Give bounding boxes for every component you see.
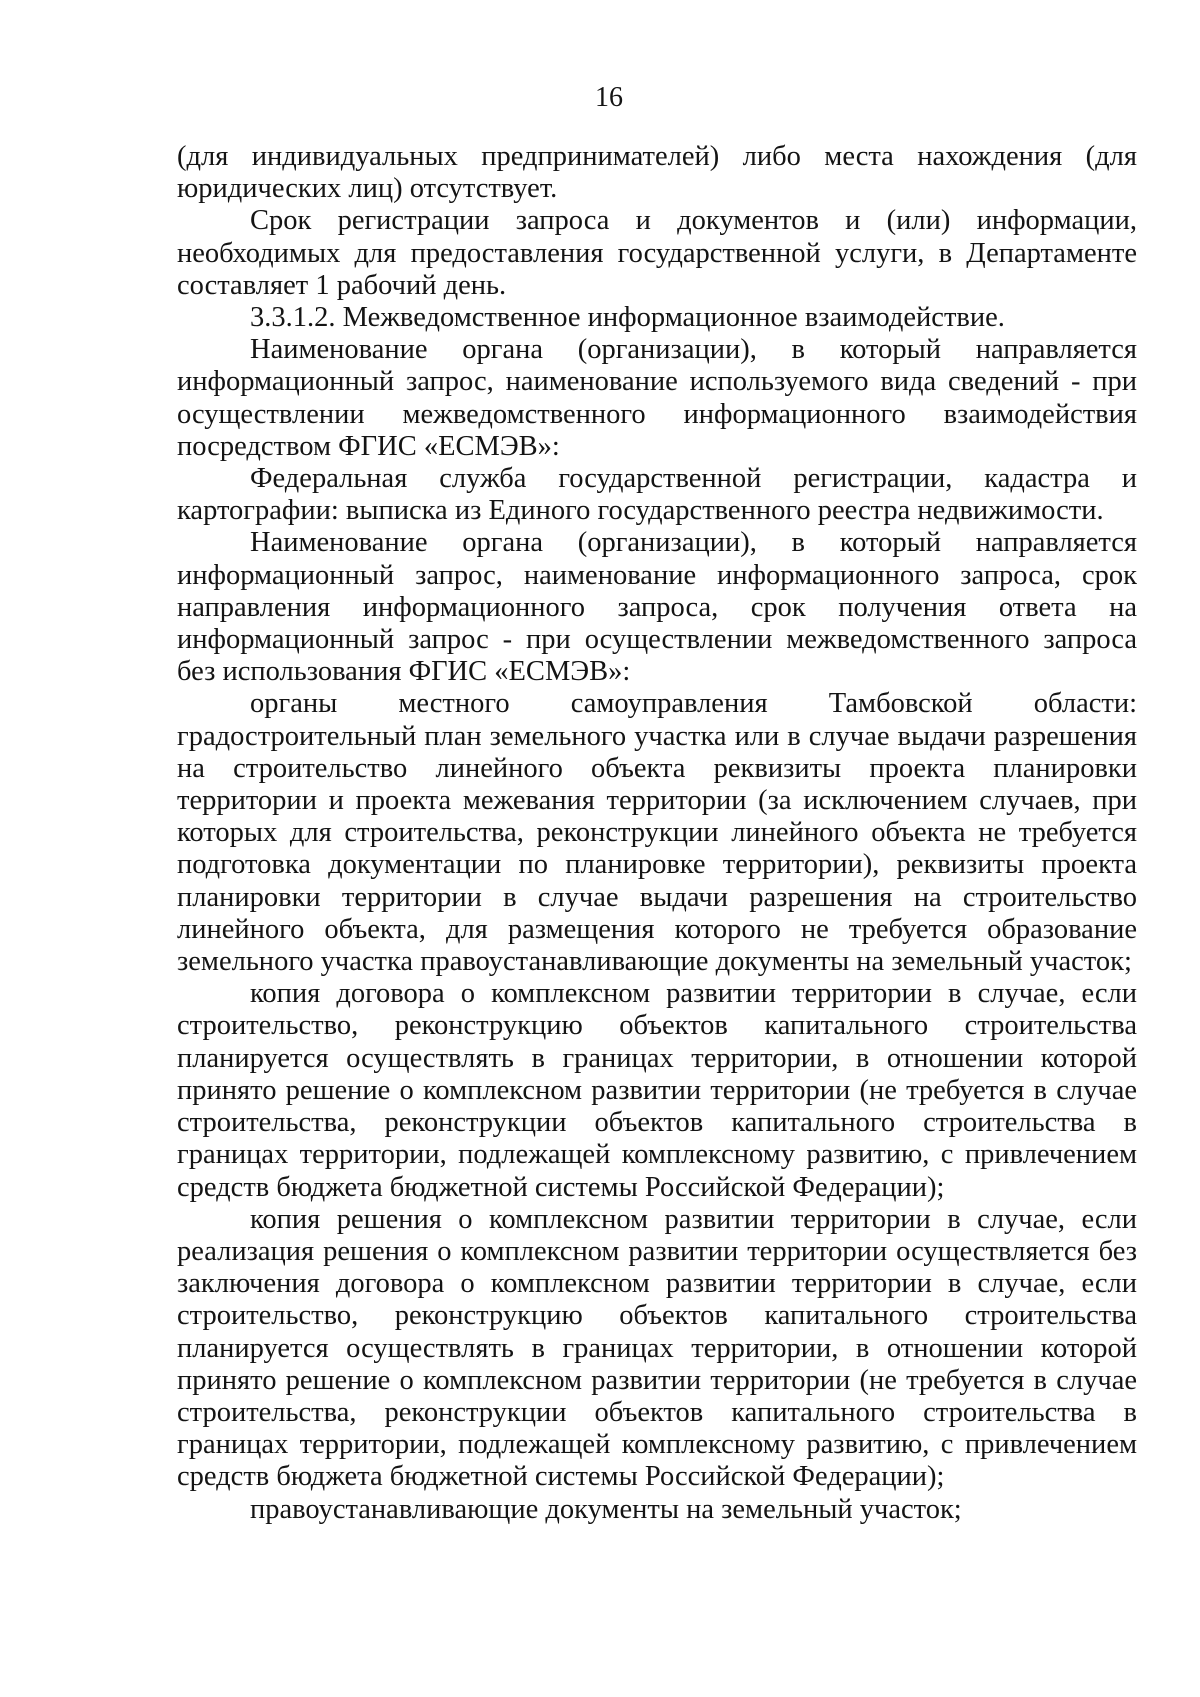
paragraph-smev-request: Наименование органа (организации), в который направляется информационный запрос, наименование используемого вида сведений - при осуществлении межведомственного информационного взаимодействия посредством ФГИС «ЕСМЭВ»: <box>177 334 1137 462</box>
page-number: 16 <box>595 82 623 113</box>
paragraph-registration-term: Срок регистрации запроса и документов и (или) информации, необходимых для предоставления государственной услуги, в Департаменте составляет 1 рабочий день. <box>177 205 1137 301</box>
document-body <box>177 141 1137 1526</box>
paragraph-title-documents: правоустанавливающие документы на земельный участок; <box>250 1493 962 1525</box>
paragraph-local-authorities: органы местного самоуправления Тамбовской области: градостроительный план земельного участка или в случае выдачи разрешения на строительство линейного объекта реквизиты проекта планировки территории и проекта межевания территории (за исключением случаев, при которых для строительства, реконструкции линейного объекта не требуется подготовка документации по планировке территории), реквизиты проекта планировки территории в случае выдачи разрешения на строительство линейного объекта, для размещения которого не требуется образование земельного участка правоустанавливающие документы на земельный участок; <box>177 688 1137 978</box>
paragraph-development-decision: копия решения о комплексном развитии территории в случае, если реализация решения о комплексном развитии территории осуществляется без заключения договора о комплексном развитии территории в случае, если строительство, реконструкцию объектов капитального строительства планируется осуществлять в границах территории, в отношении которой принято решение о комплексном развитии территории (не требуется в случае строительства, реконструкции объектов капитального строительства в границах территории, подлежащей комплексному развитию, с привлечением средств бюджета бюджетной системы Российской Федерации); <box>177 1203 1137 1493</box>
paragraph-continuation: (для индивидуальных предпринимателей) либо места нахождения (для юридических лиц) отсутствует. <box>177 141 1137 205</box>
paragraph-development-agreement: копия договора о комплексном развитии территории в случае, если строительство, реконструкцию объектов капитального строительства планируется осуществлять в границах территории, в отношении которой принято решение о комплексном развитии территории (не требуется в случае строительства, реконструкции объектов капитального строительства в границах территории, подлежащей комплексному развитию, с привлечением средств бюджета бюджетной системы Российской Федерации); <box>177 978 1137 1203</box>
section-heading-3-3-1-2: 3.3.1.2. Межведомственное информационное взаимодействие. <box>250 302 1005 334</box>
paragraph-non-smev-request: Наименование органа (организации), в который направляется информационный запрос, наименование информационного запроса, срок направления информационного запроса, срок получения ответа на информационный запрос - при осуществлении межведомственного запроса без использования ФГИС «ЕСМЭВ»: <box>177 527 1137 688</box>
paragraph-rosreestr: Федеральная служба государственной регистрации, кадастра и картографии: выписка из Единого государственного реестра недвижимости. <box>177 463 1137 527</box>
